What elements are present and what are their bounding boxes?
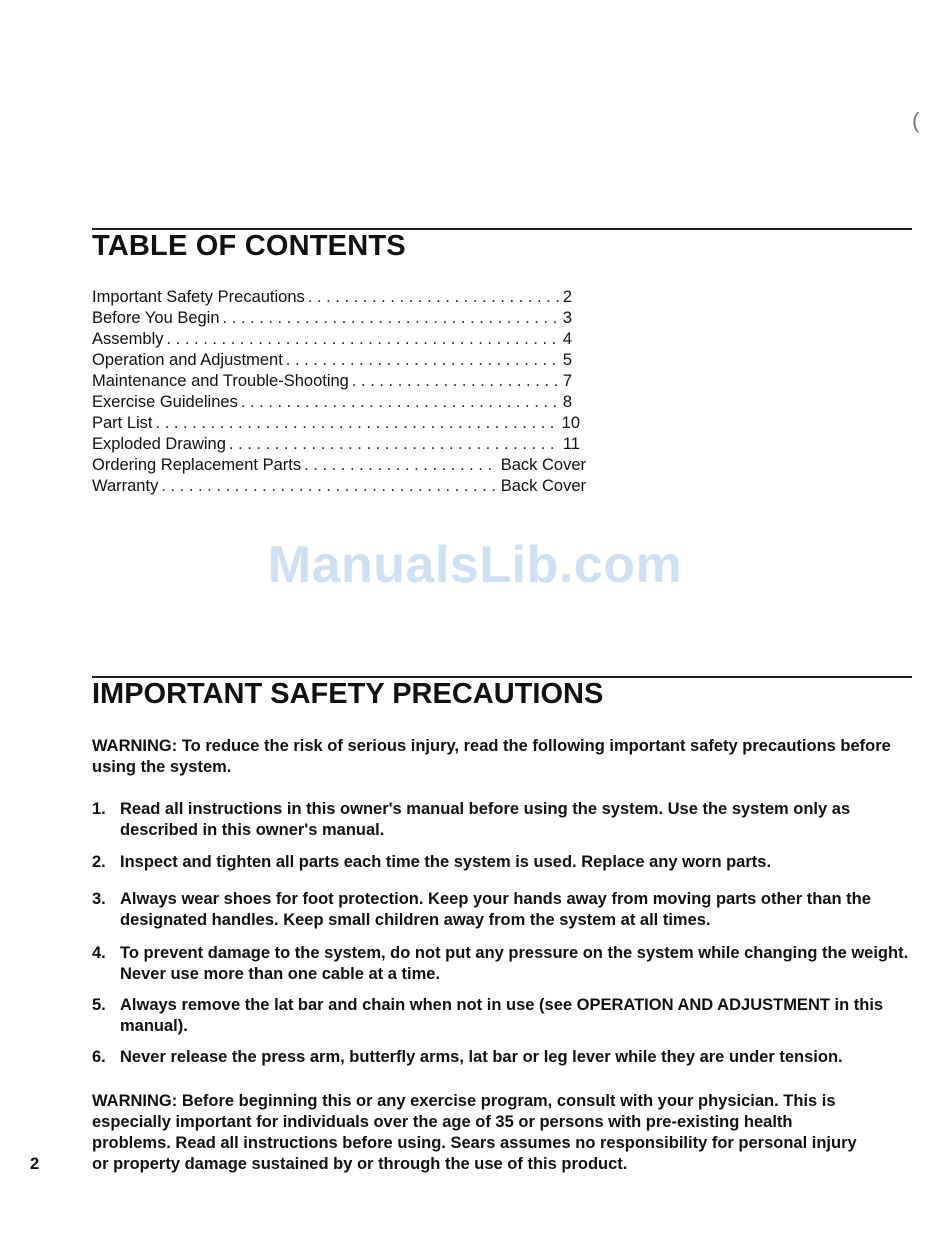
toc-entry-page: 5: [562, 351, 572, 369]
safety-item-text: Always remove the lat bar and chain when not in use (see OPERATION AND ADJUSTMENT in this manual).: [120, 996, 884, 1035]
toc-entry-title: Exercise Guidelines: [92, 393, 238, 411]
scan-mark: (: [912, 108, 920, 133]
safety-item-text: Read all instructions in this owner's manual before using the system. Use the system only as described in this owner's manual.: [120, 800, 851, 839]
toc-entry-title: Important Safety Precautions: [92, 288, 305, 306]
toc-entry-page: 2: [562, 288, 572, 306]
toc-entry-title: Before You Begin: [92, 309, 220, 327]
toc-entry[interactable]: [92, 476, 586, 497]
safety-item-text: Never release the press arm, butterfly arms, lat bar or leg lever while they are under tension.: [120, 1048, 843, 1066]
toc-entry-page: 11: [562, 435, 580, 453]
safety-item-text: Inspect and tighten all parts each time the system is used. Replace any worn parts.: [120, 853, 772, 871]
toc-entry[interactable]: [92, 455, 586, 476]
safety-item: [92, 889, 914, 943]
toc-entry-title: Ordering Replacement Parts: [92, 456, 302, 474]
toc-entry-page: 7: [562, 372, 572, 390]
toc-entry[interactable]: [92, 434, 580, 455]
toc-entry-title: Exploded Drawing: [92, 435, 226, 453]
toc-entry[interactable]: [92, 308, 580, 329]
toc-entry-page: 10: [561, 414, 580, 432]
safety-heading: IMPORTANT SAFETY PRECAUTIONS: [92, 678, 604, 710]
toc-entry-page: Back Cover: [500, 477, 586, 495]
toc-entry[interactable]: [92, 350, 580, 371]
toc-entry[interactable]: [92, 287, 580, 308]
toc-entry-title: Part List: [92, 414, 153, 432]
toc-entry[interactable]: [92, 392, 580, 413]
toc-entry-title: Maintenance and Trouble-Shooting: [92, 372, 349, 390]
watermark: ManualsLib.com: [267, 536, 683, 594]
page-number: 2: [30, 1155, 40, 1173]
toc-list: [92, 287, 586, 497]
warning-top: WARNING: To reduce the risk of serious injury, read the following important safety precautions before using the system.: [92, 737, 891, 776]
safety-item: [92, 995, 914, 1047]
toc-heading: TABLE OF CONTENTS: [92, 230, 406, 262]
toc-entry-page: 3: [562, 309, 572, 327]
safety-item-number: 4.: [92, 944, 106, 962]
warning-bottom: WARNING: Before beginning this or any exercise program, consult with your physician. This is especially important for individuals over the age of 35 or persons with pre-existing health problems. Read all instructions before using. Sears assumes no responsibility for personal injury or property damage sustained by or through the use of this product.: [92, 1092, 857, 1173]
toc-entry[interactable]: [92, 413, 580, 434]
toc-entry-page: 4: [562, 330, 572, 348]
safety-item-number: 2.: [92, 853, 106, 871]
safety-item: [92, 1047, 914, 1068]
toc-entry-title: Assembly: [92, 330, 164, 348]
toc-entry-title: Warranty: [92, 477, 159, 495]
safety-item-number: 1.: [92, 800, 106, 818]
toc-entry[interactable]: [92, 371, 580, 392]
safety-item-number: 5.: [92, 996, 106, 1014]
safety-item: [92, 852, 914, 889]
toc-entry-page: 8: [562, 393, 572, 411]
safety-item-text: Always wear shoes for foot protection. Keep your hands away from moving parts other than the designated handles. Keep small children away from the system at all times.: [120, 890, 871, 929]
safety-item-number: 3.: [92, 890, 106, 908]
safety-item-text: To prevent damage to the system, do not put any pressure on the system while changing the weight. Never use more than one cable at a time.: [120, 944, 909, 983]
toc-entry[interactable]: [92, 329, 580, 350]
toc-entry-page: Back Cover: [500, 456, 586, 474]
safety-item-number: 6.: [92, 1048, 106, 1066]
safety-list: [92, 799, 914, 1068]
safety-item: [92, 943, 914, 995]
toc-entry-title: Operation and Adjustment: [92, 351, 283, 369]
safety-item: [92, 799, 914, 852]
